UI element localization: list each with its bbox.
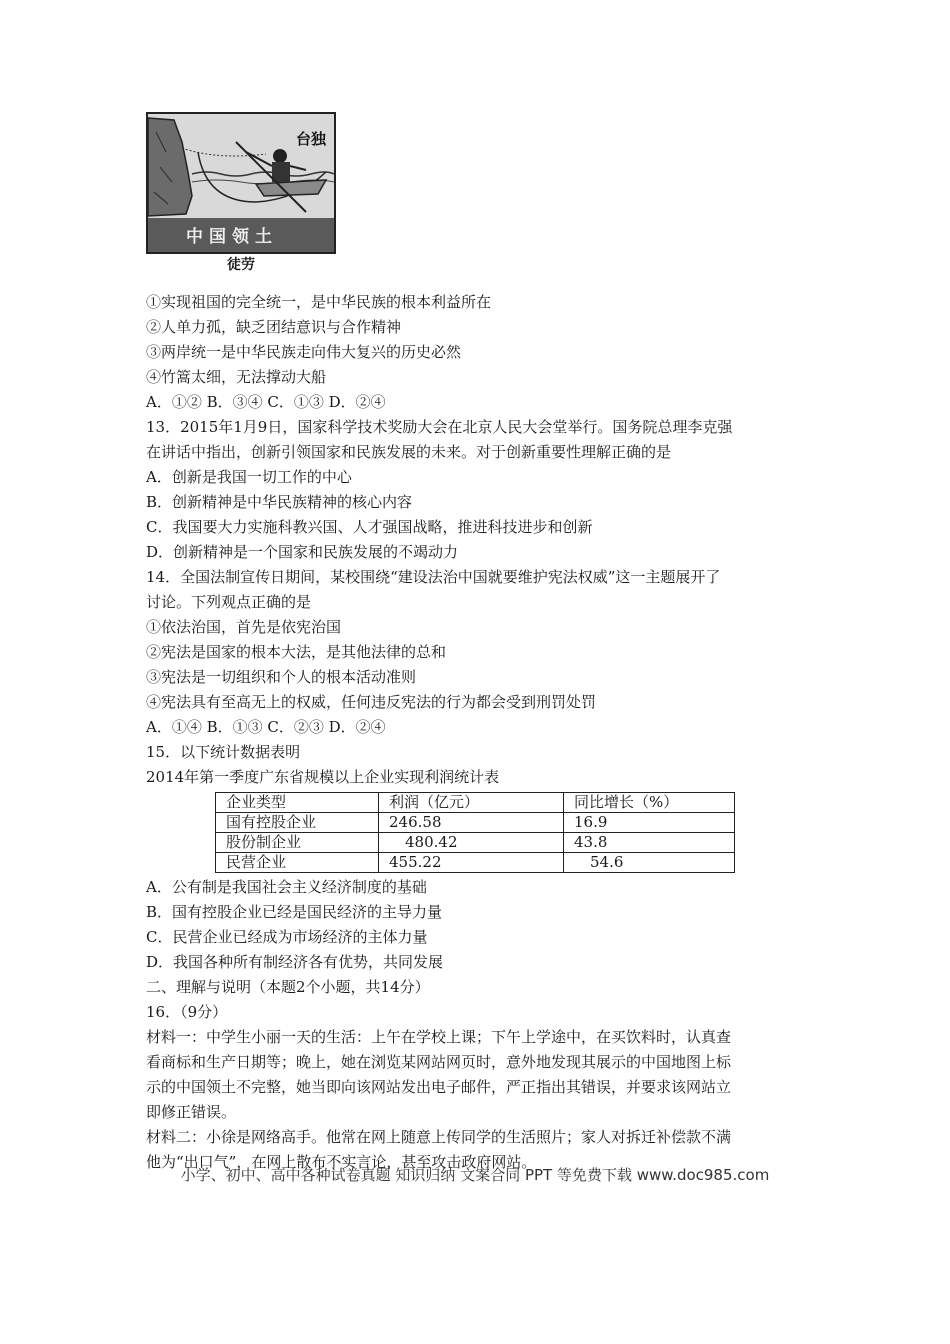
material-1-line-4: 即修正错误。 xyxy=(146,1103,237,1121)
table-cell: 国有控股企业 xyxy=(216,813,379,833)
q15-choice-c: C．民营企业已经成为市场经济的主体力量 xyxy=(146,928,428,946)
q13-choice-a: A．创新是我国一切工作的中心 xyxy=(146,468,352,486)
material-1-line-3: 示的中国领土不完整，她当即向该网站发出电子邮件，严正指出其错误，并要求该网站立 xyxy=(146,1078,732,1096)
q14-stem-line-2: 讨论。下列观点正确的是 xyxy=(146,593,312,611)
q12-item-4: ④竹篙太细，无法撑动大船 xyxy=(146,368,327,386)
q12-item-3: ③两岸统一是中华民族走向伟大复兴的历史必然 xyxy=(146,343,462,361)
section-2-heading: 二、理解与说明（本题2个小题，共14分） xyxy=(146,978,430,996)
table-row xyxy=(216,833,735,853)
cartoon-caption: 徒劳 xyxy=(227,257,255,273)
table-row xyxy=(216,813,735,833)
table-header-row xyxy=(216,793,735,813)
q14-item-2: ②宪法是国家的根本大法，是其他法律的总和 xyxy=(146,643,447,661)
material-2-line-1: 材料二：小徐是网络高手。他常在网上随意上传同学的生活照片；家人对拆迁补偿款不满 xyxy=(146,1128,732,1146)
material-1-line-1: 材料一：中学生小丽一天的生活：上午在学校上课；下午上学途中，在买饮料时，认真查 xyxy=(146,1028,732,1046)
q12-item-1: ①实现祖国的完全统一，是中华民族的根本利益所在 xyxy=(146,293,492,311)
table-cell: 43.8 xyxy=(564,833,735,853)
q12-item-2: ②人单力孤，缺乏团结意识与合作精神 xyxy=(146,318,402,336)
profit-table xyxy=(215,792,735,873)
q15-table-title: 2014年第一季度广东省规模以上企业实现利润统计表 xyxy=(146,768,500,786)
material-1-line-2: 看商标和生产日期等；晚上，她在浏览某网站网页时，意外地发现其展示的中国地图上标 xyxy=(146,1053,732,1071)
cartoon-figure xyxy=(146,112,336,272)
q15-choice-b: B．国有控股企业已经是国民经济的主导力量 xyxy=(146,903,443,921)
table-cell: 455.22 xyxy=(379,853,564,873)
table-row xyxy=(216,853,735,873)
q13-choice-d: D．创新精神是一个国家和民族发展的不竭动力 xyxy=(146,543,459,561)
q12-options: A．①② B．③④ C．①③ D．②④ xyxy=(146,393,386,411)
table-cell: 54.6 xyxy=(564,853,735,873)
q13-stem-line-2: 在讲话中指出，创新引领国家和民族发展的未来。对于创新重要性理解正确的是 xyxy=(146,443,672,461)
cartoon-label-territory: 中国领土 xyxy=(186,227,278,247)
table-cell: 480.42 xyxy=(379,833,564,853)
q15-stem: 15．以下统计数据表明 xyxy=(146,743,301,761)
table-header-cell: 企业类型 xyxy=(216,793,379,813)
table-cell: 股份制企业 xyxy=(216,833,379,853)
table-header-cell: 利润（亿元） xyxy=(379,793,564,813)
q14-options: A．①④ B．①③ C．②③ D．②④ xyxy=(146,718,386,736)
q14-item-4: ④宪法具有至高无上的权威，任何违反宪法的行为都会受到刑罚处罚 xyxy=(146,693,597,711)
q14-stem-line-1: 14．全国法制宣传日期间，某校围绕“建设法治中国就要维护宪法权威”这一主题展开了 xyxy=(146,568,721,586)
q13-choice-c: C．我国要大力实施科教兴国、人才强国战略，推进科技进步和创新 xyxy=(146,518,593,536)
q14-item-1: ①依法治国，首先是依宪治国 xyxy=(146,618,342,636)
q13-choice-b: B．创新精神是中华民族精神的核心内容 xyxy=(146,493,413,511)
table-header-cell: 同比增长（%） xyxy=(564,793,735,813)
q15-table-wrapper xyxy=(215,792,811,873)
page-footer: 小学、初中、高中各种试卷真题 知识归纳 文案合同 PPT 等免费下载 www.doc985.com xyxy=(180,1166,770,1184)
q14-item-3: ③宪法是一切组织和个人的根本活动准则 xyxy=(146,668,417,686)
q15-choice-a: A．公有制是我国社会主义经济制度的基础 xyxy=(146,878,427,896)
q15-choice-d: D．我国各种所有制经济各有优势，共同发展 xyxy=(146,953,444,971)
table-cell: 民营企业 xyxy=(216,853,379,873)
cartoon-label-taidu: 台独 xyxy=(296,130,327,148)
cartoon-image xyxy=(146,112,336,254)
q16-label: 16．（9分） xyxy=(146,1003,228,1021)
material-2-line-2: 他为“出口气”，在网上散布不实言论，甚至攻击政府网站。 xyxy=(146,1153,537,1171)
table-cell: 16.9 xyxy=(564,813,735,833)
exam-page xyxy=(146,112,811,1175)
q13-stem-line-1: 13．2015年1月9日，国家科学技术奖励大会在北京人民大会堂举行。国务院总理李克强 xyxy=(146,418,733,436)
table-cell: 246.58 xyxy=(379,813,564,833)
